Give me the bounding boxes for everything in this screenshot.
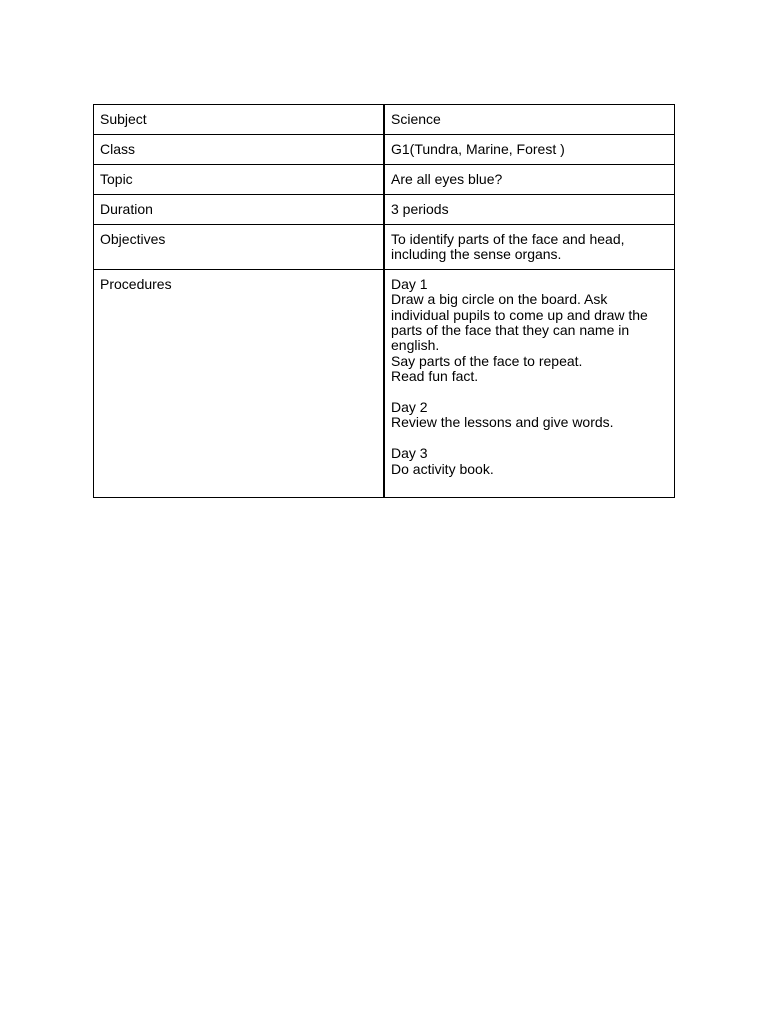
table-row-class [94,135,675,165]
row-value [384,135,675,165]
value-line: Say parts of the face to repeat. [391,352,583,369]
row-label: Topic [94,165,385,195]
value-line: Read fun fact. [391,368,479,385]
value-line: Day 1 [391,275,428,292]
row-value [384,105,675,135]
row-label: Objectives [94,225,385,270]
row-label: Duration [94,195,385,225]
row-label: Class [94,135,385,165]
value-line: Day 3 [391,445,428,462]
row-value [384,269,675,497]
value-line: Draw a big circle on the board. Ask [391,291,608,308]
table-row-subject [94,105,675,135]
value-line: Review the lessons and give words. [391,414,614,431]
value-line: individual pupils to come up and draw the [391,306,648,323]
row-label: Subject [94,105,385,135]
lesson-plan-table [93,104,675,498]
value-line: parts of the face that they can name in [391,322,630,339]
value-line: To identify parts of the face and head, [391,231,625,247]
table-row-procedures [94,269,675,497]
value-line: Are all eyes blue? [391,171,503,187]
value-line: G1(Tundra, Marine, Forest ) [391,141,565,157]
row-value [384,195,675,225]
blank-line [391,385,668,400]
value-line: 3 periods [391,201,449,217]
table-row-topic [94,165,675,195]
table-row-objectives [94,225,675,270]
value-line: Do activity book. [391,460,494,477]
row-label: Procedures [94,269,385,497]
value-line: Day 2 [391,399,428,416]
value-line: Science [391,111,441,127]
value-line: english. [391,337,440,354]
table-row-duration [94,195,675,225]
blank-line [391,431,668,446]
row-value [384,225,675,270]
value-line: including the sense organs. [391,246,562,263]
row-value [384,165,675,195]
